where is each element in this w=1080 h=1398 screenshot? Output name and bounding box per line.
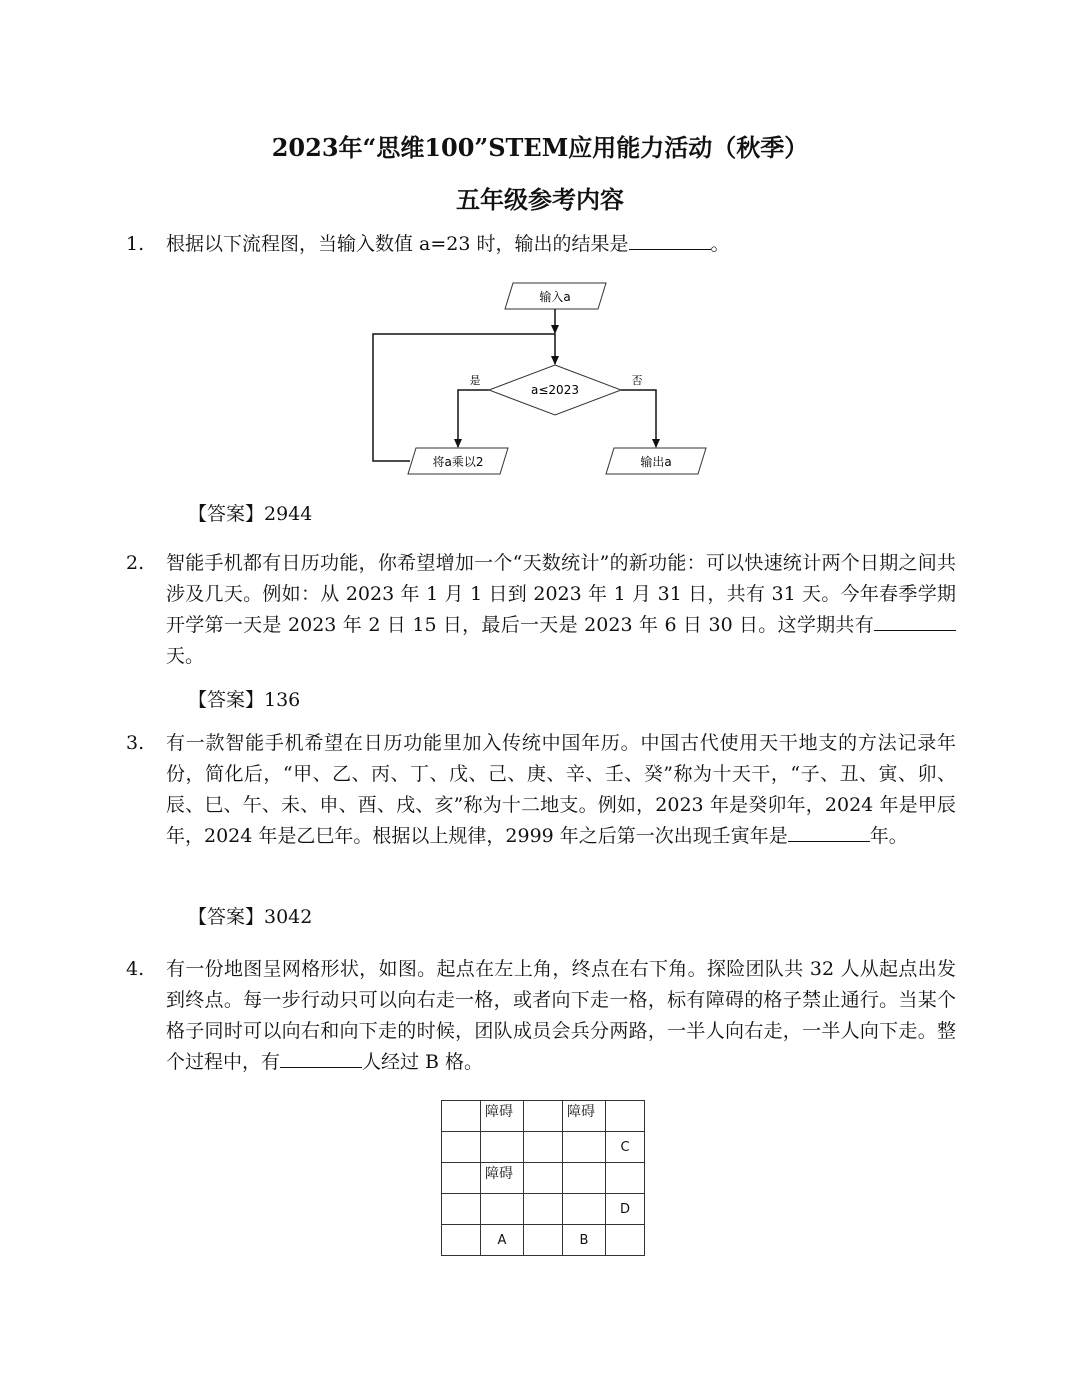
question-text: 有一份地图呈网格形状，如图。起点在左上角，终点在右下角。探险团队共 32 人从起点出发到终点。每一步行动只可以向右走一格，或者向下走一格，标有障碍的格子禁止通行。当某个格子同时可以向右和向下走的时候，团队成员会兵分两路，一半人向右走，一半人向下走。整个过程中，有 人经过 B 格。 [166,958,956,1073]
flow-condition-label: a≤2023 [531,383,579,397]
question-number: 1. [126,233,145,255]
grid-row [442,1101,645,1132]
grid-cell [524,1194,563,1225]
grid-cell [481,1132,524,1163]
grid-cell [606,1163,645,1194]
question-3 [126,728,956,852]
question-1 [126,229,956,260]
grid-row [442,1194,645,1225]
map-grid [441,1100,645,1256]
question-text: 根据以下流程图，当输入数值 a=23 时，输出的结果是 。 [166,229,956,260]
answer-blank [629,229,711,250]
grid-row [442,1132,645,1163]
flow-output-label: 输出a [640,455,672,469]
grid-cell [442,1132,481,1163]
document-subtitle: 五年级参考内容 [456,185,624,214]
grid-cell [563,1132,606,1163]
question-4 [126,954,956,1078]
answer-blank [788,821,870,842]
answer-3: 【答案】3042 [188,906,313,928]
question-number: 3. [126,732,145,754]
grid-cell [442,1225,481,1256]
grid-cell-obstacle: 障碍 [481,1101,524,1132]
grid-cell [524,1101,563,1132]
grid-row [442,1225,645,1256]
grid-cell-a: A [481,1225,524,1256]
question-number: 4. [126,958,145,980]
question-text: 智能手机都有日历功能，你希望增加一个“天数统计”的新功能：可以快速统计两个日期之间共涉及几天。例如：从 2023 年 1 月 1 日到 2023 年 1 月 31 日，共有 31 天。今年春季学期开学第一天是 2023 年 2 日 15 日，最后一天是 2023 年 6 日 30 日。这学期共有天。 [166,552,956,667]
question-number: 2. [126,552,145,574]
grid-cell-obstacle: 障碍 [563,1101,606,1132]
grid-cell [442,1194,481,1225]
flow-yes-arrow [458,390,489,447]
grid-cell [606,1225,645,1256]
grid-cell-d: D [606,1194,645,1225]
grid-cell [524,1132,563,1163]
grid-row [442,1163,645,1194]
flow-process-label: 将a乘以2 [432,455,484,469]
grid-cell-c: C [606,1132,645,1163]
grid-cell-b: B [563,1225,606,1256]
answer-blank [280,1047,362,1068]
document-title: 2023年“思维100”STEM应用能力活动（秋季） [271,133,809,162]
grid-cell [442,1101,481,1132]
grid-cell [563,1163,606,1194]
flowchart [360,275,720,485]
answer-2: 【答案】136 [188,689,301,711]
answer-1: 【答案】2944 [188,503,313,525]
grid-cell [606,1101,645,1132]
question-2 [126,548,956,672]
question-text: 有一款智能手机希望在日历功能里加入传统中国年历。中国古代使用天干地支的方法记录年份，简化后，“甲、乙、丙、丁、戊、己、庚、辛、壬、癸”称为十天干，“子、丑、寅、卯、辰、巳、午、未、申、酉、戌、亥”称为十二地支。例如，2023 年是癸卯年，2024 年是甲辰年，2024 年是乙巳年。根据以上规律，2999 年之后第一次出现壬寅年是 年。 [166,732,956,847]
grid-cell [442,1163,481,1194]
answer-blank [874,610,956,631]
grid-cell [481,1194,524,1225]
grid-cell [524,1163,563,1194]
grid-cell [563,1194,606,1225]
flow-no-label: 否 [631,374,643,387]
flow-yes-label: 是 [469,374,481,387]
flow-no-arrow [621,390,656,447]
flow-input-label: 输入a [539,290,571,304]
grid-cell [524,1225,563,1256]
grid-cell-obstacle: 障碍 [481,1163,524,1194]
